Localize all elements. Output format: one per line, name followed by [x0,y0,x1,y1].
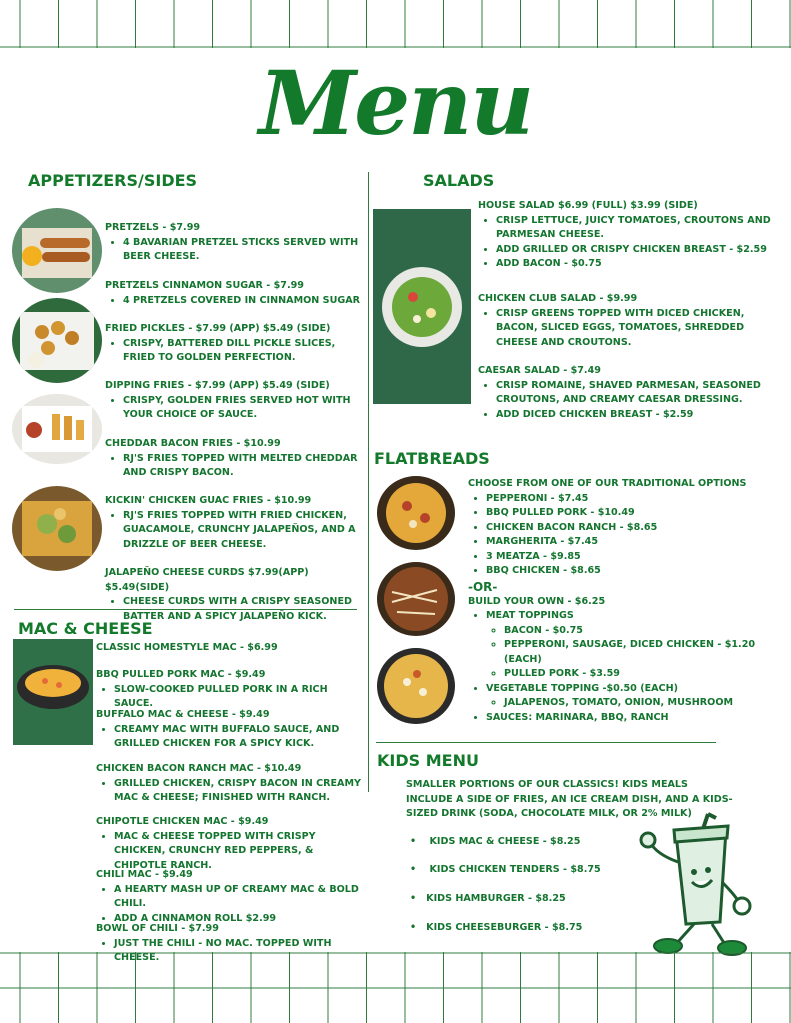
flatbread-option: • BBQ CHICKEN - $8.65 [486,564,788,579]
kids-item [410,864,601,875]
appetizer-item-cheddar-bacon-fries [105,437,365,481]
item-detail: • CHEESE CURDS WITH A CRISPY SEASONED BATTER AND A SPICY JALAPEÑO KICK. [123,595,367,624]
item-title: CHIPOTLE CHICKEN MAC - $9.49 [96,816,269,827]
item-title: CHICKEN CLUB SALAD - $9.99 [478,293,638,304]
vegetable-option: ◦ JALAPENOS, TOMATO, ONION, MUSHROOM [504,696,788,711]
build-your-own-title: BUILD YOUR OWN - $6.25 [468,595,606,607]
meat-option: ◦ PEPPERONI, SAUSAGE, DICED CHICKEN - $1.20 (EACH) [504,638,788,667]
item-detail: • 4 BAVARIAN PRETZEL STICKS SERVED WITH BEER CHEESE. [123,236,365,265]
salad-item-chicken-club [478,292,768,350]
vegetable-topping-text: VEGETABLE TOPPING -$0.50 (EACH) [486,682,679,694]
kids-item-text: KIDS CHEESEBURGER - $8.75 [426,922,583,933]
mac-item-chili-mac [96,868,368,926]
kids-item-text: KIDS CHICKEN TENDERS - $8.75 [426,864,601,875]
appetizer-item-pretzels [105,221,365,265]
flatbread-option: • MARGHERITA - $7.45 [486,535,788,550]
fried-pickles-photo [12,298,102,383]
salads-heading: SALADS [423,171,495,190]
item-detail: • ADD BACON - $0.75 [496,257,778,272]
appetizer-item-chicken-guac-fries [105,494,365,552]
item-title: CHILI MAC - $9.49 [96,869,193,880]
mac-item-bbq-pulled-pork [96,668,368,712]
mac-item-buffalo [96,708,368,752]
salad-item-caesar [478,364,768,422]
flatbread-option: • CHICKEN BACON RANCH - $8.65 [486,521,788,536]
item-title: FRIED PICKLES - $7.99 (APP) $5.49 (SIDE) [105,323,331,334]
flatbread-photo-2 [377,562,455,636]
item-detail: • JUST THE CHILI - NO MAC. TOPPED WITH CHEESE. [114,937,368,966]
appetizer-item-pretzels-cinnamon [105,279,365,308]
bottom-grid-pattern [0,952,791,1023]
flatbread-option: • PEPPERONI - $7.45 [486,492,788,507]
kids-item-text: KIDS MAC & CHEESE - $8.25 [426,836,581,847]
item-title: CAESAR SALAD - $7.49 [478,365,601,376]
meat-option: ◦ BACON - $0.75 [504,624,788,639]
item-detail: • CRISP ROMAINE, SHAVED PARMESAN, SEASONED CROUTONS, AND CREAMY CAESAR DRESSING. [496,379,768,408]
item-detail: • ADD DICED CHICKEN BREAST - $2.59 [496,408,768,423]
item-detail: • SLOW-COOKED PULLED PORK IN A RICH SAUCE. [114,683,368,712]
meat-option: ◦ PULLED PORK - $3.59 [504,667,788,682]
appetizer-item-jalapeno-cheese-curds [105,566,367,624]
salad-item-house [478,199,778,272]
item-title: KICKIN' CHICKEN GUAC FRIES - $10.99 [105,495,312,506]
item-detail: • RJ'S FRIES TOPPED WITH MELTED CHEDDAR AND CRISPY BACON. [123,452,365,481]
section-divider [14,609,357,610]
kids-heading: KIDS MENU [377,751,479,770]
pretzels-photo [12,208,102,293]
flatbreads-heading: FLATBREADS [374,449,490,468]
item-detail: • CRISP GREENS TOPPED WITH DICED CHICKEN, BACON, SLICED EGGS, TOMATOES, SHREDDED CHEESE AND CROUTONS. [496,307,768,351]
item-detail: • ADD GRILLED OR CRISPY CHICKEN BREAST - $2.59 [496,243,778,258]
flatbread-option: • BBQ PULLED PORK - $10.49 [486,506,788,521]
item-detail: • RJ'S FRIES TOPPED WITH FRIED CHICKEN, GUACAMOLE, CRUNCHY JALAPEÑOS, AND A DRIZZLE OF BEER CHEESE. [123,509,365,553]
mac-heading: MAC & CHEESE [18,619,153,638]
column-divider [368,172,369,792]
kids-intro-text: SMALLER PORTIONS OF OUR CLASSICS! KIDS MEALS INCLUDE A SIDE OF FRIES, AN ICE CREAM DISH, AND A KIDS-SIZED DRINK (SODA, CHOCOLATE MILK, OR 2% MILK) [406,779,733,819]
item-detail: • CREAMY MAC WITH BUFFALO SAUCE, AND GRILLED CHICKEN FOR A SPICY KICK. [114,723,368,752]
item-detail: • GRILLED CHICKEN, CRISPY BACON IN CREAMY MAC & CHEESE; FINISHED WITH RANCH. [114,777,372,806]
item-title: HOUSE SALAD $6.99 (FULL) $3.99 (SIDE) [478,200,698,211]
item-title: CLASSIC HOMESTYLE MAC - $6.99 [96,642,278,653]
flatbread-photo-3 [377,648,455,724]
mac-item-classic [96,641,368,656]
item-detail: • CRISPY, BATTERED DILL PICKLE SLICES, FRIED TO GOLDEN PERFECTION. [123,337,365,366]
flatbread-intro: CHOOSE FROM ONE OF OUR TRADITIONAL OPTIONS [468,478,747,489]
item-detail: • 4 PRETZELS COVERED IN CINNAMON SUGAR [123,294,365,309]
item-title: BOWL OF CHILI - $7.99 [96,923,219,934]
item-title: PRETZELS CINNAMON SUGAR - $7.99 [105,280,304,291]
menu-title: Menu [258,51,533,155]
item-detail: • ADD A CINNAMON ROLL $2.99 [114,912,368,927]
kids-item-text: KIDS HAMBURGER - $8.25 [426,893,566,904]
flatbread-photo-1 [377,476,455,550]
item-title: JALAPEÑO CHEESE CURDS $7.99(APP) $5.49(SIDE) [105,567,309,593]
item-title: PRETZELS - $7.99 [105,222,201,233]
item-title: BUFFALO MAC & CHEESE - $9.49 [96,709,270,720]
section-divider [376,742,716,743]
meat-toppings-label [486,609,788,682]
mac-and-cheese-photo [13,639,93,745]
sauces-list: • SAUCES: MARINARA, BBQ, RANCH [486,711,788,726]
item-detail: • CRISPY, GOLDEN FRIES SERVED HOT WITH YOUR CHOICE OF SAUCE. [123,394,365,423]
cup-mascot-illustration [636,812,756,957]
mac-item-chicken-bacon-ranch [96,762,372,806]
appetizers-heading: APPETIZERS/SIDES [28,171,198,190]
appetizer-item-dipping-fries [105,379,365,423]
appetizer-item-fried-pickles [105,322,365,366]
item-detail: • CRISP LETTUCE, JUICY TOMATOES, CROUTONS AND PARMESAN CHEESE. [496,214,778,243]
or-divider: -OR- [468,579,498,594]
salad-photo [373,209,471,404]
top-grid-pattern [0,0,791,48]
item-detail: • MAC & CHEESE TOPPED WITH CRISPY CHICKEN, CRUNCHY RED PEPPERS, & CHIPOTLE RANCH. [114,830,368,874]
dipping-fries-photo [12,394,102,464]
item-title: CHICKEN BACON RANCH MAC - $10.49 [96,763,302,774]
kids-item [410,836,580,847]
kids-item [410,922,582,933]
flatbread-menu [468,477,788,725]
vegetable-topping-label [486,682,788,711]
flatbread-option: • 3 MEATZA - $9.85 [486,550,788,565]
chicken-guac-fries-photo [12,486,102,571]
item-detail: • A HEARTY MASH UP OF CREAMY MAC & BOLD CHILI. [114,883,368,912]
mac-item-chipotle-chicken [96,815,368,873]
kids-item [410,893,566,904]
item-title: BBQ PULLED PORK MAC - $9.49 [96,669,266,680]
item-title: DIPPING FRIES - $7.99 (APP) $5.49 (SIDE) [105,380,330,391]
item-title: CHEDDAR BACON FRIES - $10.99 [105,438,281,449]
meat-toppings-text: MEAT TOPPINGS [486,610,574,621]
